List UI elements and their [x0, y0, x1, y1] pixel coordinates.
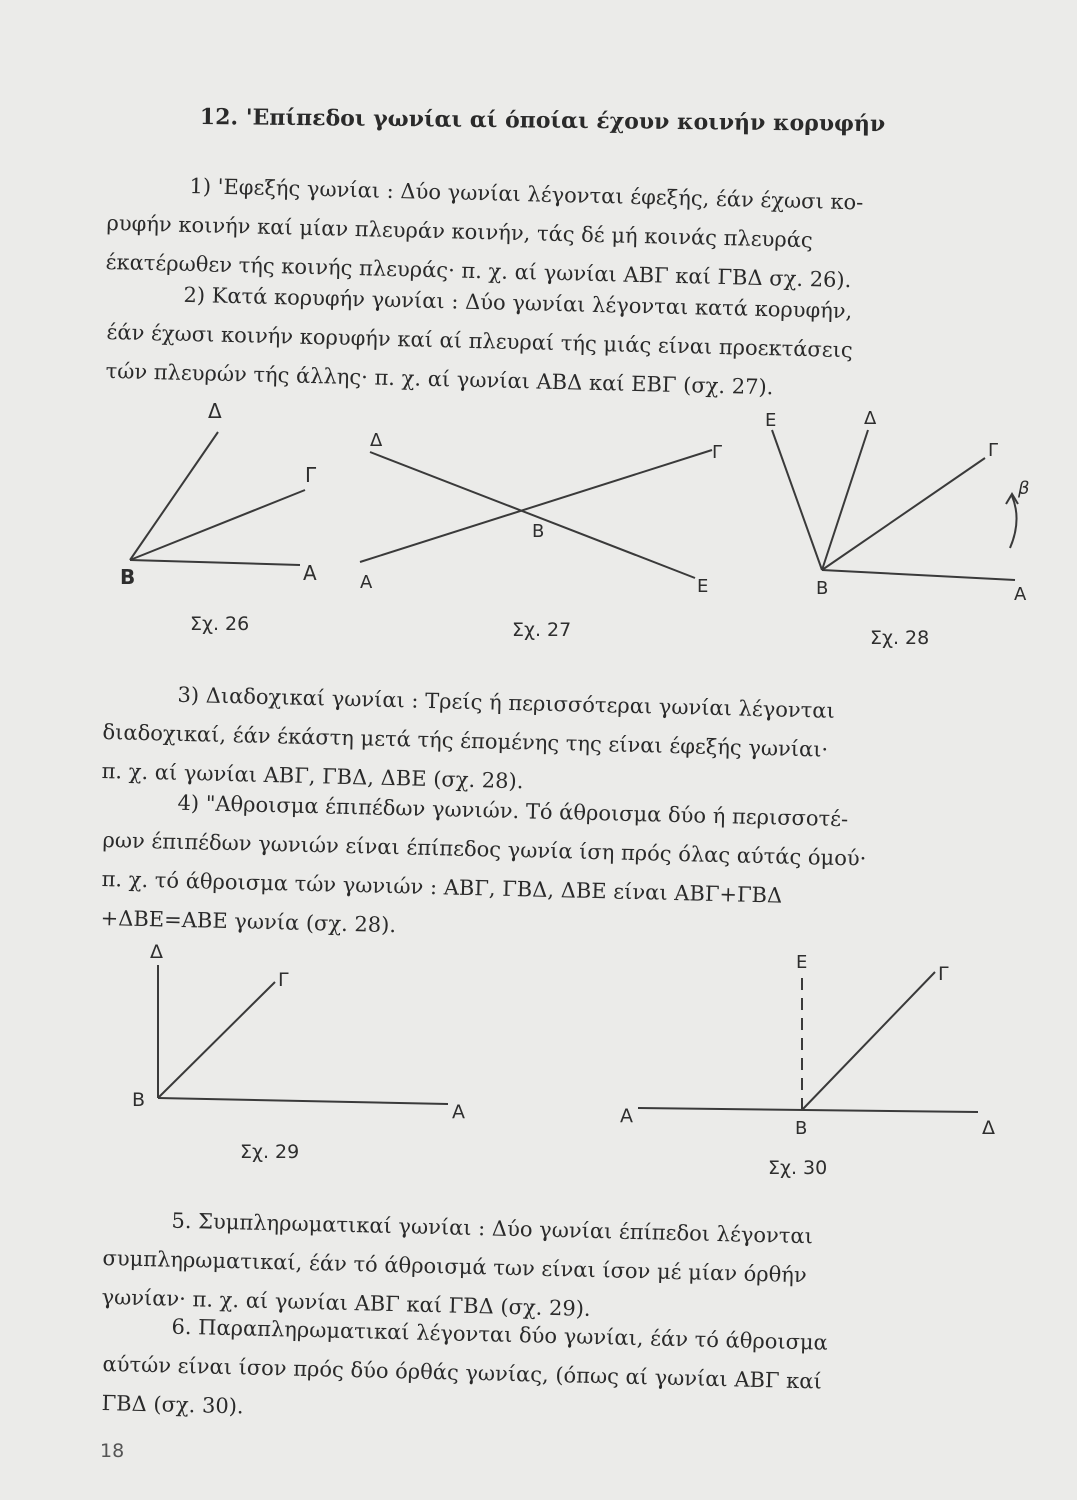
text-line: 5. Συμπληρωματικαί γωνίαι : Δύο γωνίαι έπίπεδοι λέγονται: [171, 1208, 814, 1249]
angle-arc: [1010, 496, 1017, 548]
figure-27: [360, 430, 722, 641]
label-beta-vertex: Β: [532, 521, 545, 542]
label-epsilon: Ε: [765, 410, 777, 431]
text-line: έκατέρωθεν τής κοινής πλευράς· π. χ. αί γωνίαι ΑΒΓ καί ΓΒΔ σχ. 26).: [105, 249, 852, 293]
ray-ba: [130, 560, 300, 565]
label-gamma: Γ: [938, 963, 949, 985]
label-delta: Δ: [982, 1117, 995, 1139]
label-gamma: Γ: [712, 442, 723, 463]
arrow-head: [1006, 494, 1018, 504]
text-line: αύτών είναι ίσον πρός δύο όρθάς γωνίας, (όπως αί γωνίαι ΑΒΓ καί: [102, 1351, 823, 1394]
label-delta: Δ: [864, 408, 877, 429]
label-delta: Δ: [370, 430, 383, 451]
ray-bg: [158, 982, 275, 1098]
caption-fig-29: Σχ. 29: [240, 1141, 300, 1163]
text-line: διαδοχικαί, έάν έκάστη μετά τής έπομένης της είναι έφεξής γωνίαι·: [102, 719, 829, 762]
label-epsilon: Ε: [697, 576, 709, 597]
line-ad: [638, 1108, 978, 1112]
text-line: 6. Παραπληρωματικαί λέγονται δύο γωνίαι, έάν τό άθροισμα: [171, 1314, 829, 1355]
label-gamma: Γ: [305, 463, 317, 487]
label-delta: Δ: [208, 399, 222, 423]
label-beta-vertex: Β: [120, 565, 136, 589]
text-line: συμπληρωματικαί, έάν τό άθροισμά των είναι ίσον μέ μίαν όρθήν: [102, 1245, 807, 1288]
text-line: 1) 'Εφεξής γωνίαι : Δύο γωνίαι λέγονται έφεξής, έάν έχωσι κο-: [189, 174, 864, 215]
label-beta-vertex: Β: [816, 578, 829, 599]
text-line: 4) "Αθροισμα έπιπέδων γωνιών. Τό άθροισμα δύο ή περισσοτέ-: [177, 790, 849, 832]
caption-fig-28: Σχ. 28: [870, 627, 930, 649]
label-delta: Δ: [150, 941, 163, 963]
section-title: 12. 'Επίπεδοι γωνίαι αί όποίαι έχουν κοινήν κορυφήν: [199, 104, 886, 138]
text-line: γωνίαν· π. χ. αί γωνίαι ΑΒΓ καί ΓΒΔ (σχ. 29).: [101, 1284, 591, 1321]
label-gamma: Γ: [988, 440, 999, 461]
ray-ba: [158, 1098, 448, 1104]
label-alpha: Α: [620, 1105, 633, 1127]
caption-fig-27: Σχ. 27: [512, 619, 572, 641]
label-alpha: Α: [1014, 584, 1027, 605]
text-line: 2) Κατά κορυφήν γωνίαι : Δύο γωνίαι λέγονται κατά κορυφήν,: [183, 282, 853, 324]
caption-fig-26: Σχ. 26: [190, 613, 250, 635]
label-epsilon: Ε: [796, 952, 808, 973]
figure-26: [120, 399, 317, 635]
text-line: π. χ. τό άθροισμα τών γωνιών : ΑΒΓ, ΓΒΔ, ΔΒΕ είναι ΑΒΓ+ΓΒΔ: [101, 866, 783, 908]
text-line: ρυφήν κοινήν καί μίαν πλευράν κοινήν, τάς δέ μή κοινάς πλευράς: [106, 210, 813, 253]
text-line: +ΔΒΕ=ΑΒΕ γωνία (σχ. 28).: [100, 905, 397, 938]
text-line: έάν έχωσι κοινήν κορυφήν καί αί πλευραί τής μιάς είναι προεκτάσεις: [106, 319, 853, 363]
line-ag: [360, 450, 712, 562]
text-line: 3) Διαδοχικαί γωνίαι : Τρείς ή περισσότεραι γωνίαι λέγονται: [177, 682, 836, 723]
page-number: 18: [100, 1440, 125, 1462]
text-line: π. χ. αί γωνίαι ΑΒΓ, ΓΒΔ, ΔΒΕ (σχ. 28).: [101, 758, 524, 794]
figure-30: [620, 952, 995, 1179]
label-alpha: Α: [303, 561, 317, 585]
figure-29: [132, 941, 465, 1163]
text-line: ρων έπιπέδων γωνιών είναι έπίπεδος γωνία ίση πρός όλας αύτάς όμού·: [102, 827, 867, 871]
ray-ba: [822, 570, 1015, 580]
ray-bg: [802, 972, 935, 1110]
ray-bg: [822, 458, 985, 570]
label-beta-angle: β: [1018, 478, 1030, 499]
ray-be: [772, 430, 822, 570]
label-beta-vertex: Β: [795, 1118, 808, 1139]
label-beta-vertex: Β: [132, 1089, 146, 1111]
text-line: τών πλευρών τής άλλης· π. χ. αί γωνίαι ΑΒΔ καί ΕΒΓ (σχ. 27).: [105, 358, 774, 400]
ray-bd: [822, 430, 868, 570]
ray-bd: [130, 432, 218, 560]
label-gamma: Γ: [278, 969, 289, 991]
label-alpha: Α: [360, 572, 373, 593]
ray-bg: [130, 490, 305, 560]
label-alpha: Α: [452, 1101, 465, 1123]
caption-fig-30: Σχ. 30: [768, 1157, 828, 1179]
text-line: ΓΒΔ (σχ. 30).: [101, 1390, 244, 1419]
figure-28: [765, 408, 1030, 649]
